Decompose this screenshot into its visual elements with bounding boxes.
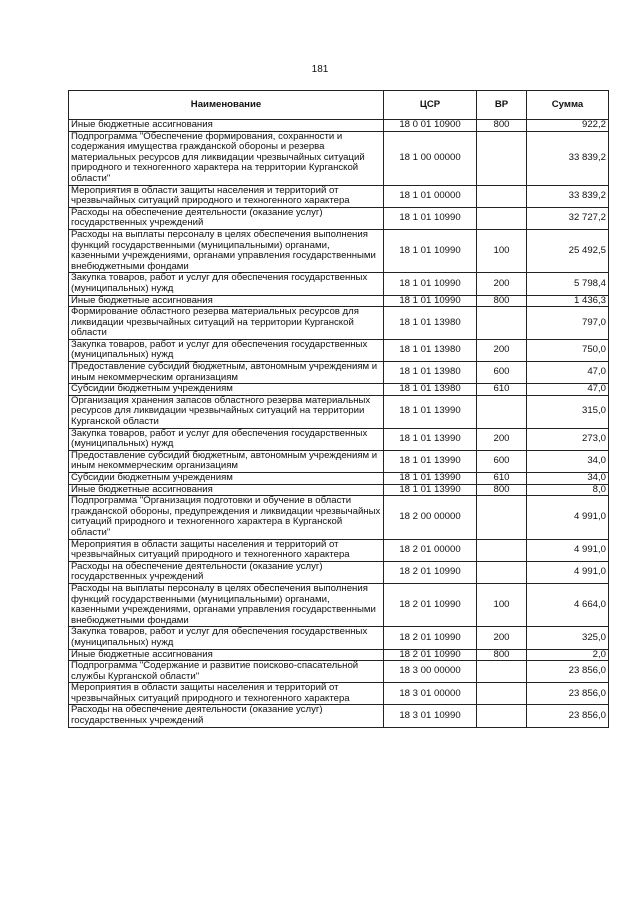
- cell-vr: 800: [477, 649, 527, 661]
- cell-csr: 18 1 01 10990: [384, 207, 477, 229]
- cell-csr: 18 1 01 13980: [384, 339, 477, 361]
- header-csr: ЦСР: [384, 91, 477, 120]
- cell-name: Иные бюджетные ассигнования: [69, 484, 384, 496]
- cell-csr: 18 1 01 13980: [384, 307, 477, 340]
- cell-name: Подпрограмма "Организация подготовки и обучение в области гражданской обороны, предупреждения и ликвидации чрезвычайных ситуаций природного и техногенного характера в Курганской области": [69, 496, 384, 539]
- cell-vr: 800: [477, 484, 527, 496]
- cell-name: Субсидии бюджетным учреждениям: [69, 384, 384, 396]
- cell-csr: 18 2 01 10990: [384, 649, 477, 661]
- cell-name: Расходы на обеспечение деятельности (оказание услуг) государственных учреждений: [69, 561, 384, 583]
- cell-sum: 4 991,0: [527, 539, 609, 561]
- cell-csr: 18 1 01 13990: [384, 450, 477, 472]
- cell-vr: 200: [477, 339, 527, 361]
- table-row: [69, 384, 609, 396]
- table-row: [69, 131, 609, 185]
- cell-name: Иные бюджетные ассигнования: [69, 120, 384, 132]
- table-row: [69, 649, 609, 661]
- cell-name: Расходы на обеспечение деятельности (оказание услуг) государственных учреждений: [69, 207, 384, 229]
- cell-csr: 18 3 01 00000: [384, 683, 477, 705]
- cell-csr: 18 2 01 00000: [384, 539, 477, 561]
- table-row: [69, 395, 609, 428]
- cell-csr: 18 1 01 13990: [384, 473, 477, 485]
- cell-csr: 18 1 01 10990: [384, 295, 477, 307]
- cell-csr: 18 0 01 10900: [384, 120, 477, 132]
- cell-csr: 18 3 01 10990: [384, 705, 477, 727]
- cell-sum: 273,0: [527, 428, 609, 450]
- cell-vr: 200: [477, 627, 527, 649]
- table-row: [69, 229, 609, 272]
- table-row: [69, 583, 609, 626]
- cell-name: Закупка товаров, работ и услуг для обеспечения государственных (муниципальных) нужд: [69, 273, 384, 295]
- cell-sum: 750,0: [527, 339, 609, 361]
- cell-csr: 18 2 01 10990: [384, 583, 477, 626]
- cell-sum: 4 991,0: [527, 496, 609, 539]
- cell-vr: [477, 661, 527, 683]
- cell-csr: 18 1 01 13980: [384, 362, 477, 384]
- header-vr: ВР: [477, 91, 527, 120]
- table-header-row: [69, 91, 609, 120]
- table-row: [69, 561, 609, 583]
- table-row: [69, 450, 609, 472]
- cell-vr: [477, 539, 527, 561]
- table-row: [69, 484, 609, 496]
- table-row: [69, 295, 609, 307]
- page-number: 181: [311, 64, 329, 75]
- budget-table: [68, 90, 609, 728]
- cell-sum: 2,0: [527, 649, 609, 661]
- cell-vr: [477, 185, 527, 207]
- cell-vr: [477, 131, 527, 185]
- cell-name: Расходы на выплаты персоналу в целях обеспечения выполнения функций государственными (муниципальными) органами, казенными учреждениями, органами управления государственными внебюджетными фондами: [69, 583, 384, 626]
- cell-sum: 922,2: [527, 120, 609, 132]
- cell-vr: [477, 207, 527, 229]
- cell-sum: 23 856,0: [527, 661, 609, 683]
- table-row: [69, 627, 609, 649]
- cell-name: Субсидии бюджетным учреждениям: [69, 473, 384, 485]
- cell-sum: 32 727,2: [527, 207, 609, 229]
- cell-sum: 1 436,3: [527, 295, 609, 307]
- cell-vr: [477, 705, 527, 727]
- cell-name: Подпрограмма "Содержание и развитие поисково-спасательной службы Курганской области": [69, 661, 384, 683]
- cell-csr: 18 3 00 00000: [384, 661, 477, 683]
- header-sum: Сумма: [527, 91, 609, 120]
- cell-csr: 18 1 01 13990: [384, 484, 477, 496]
- cell-name: Закупка товаров, работ и услуг для обеспечения государственных (муниципальных) нужд: [69, 428, 384, 450]
- cell-vr: 610: [477, 473, 527, 485]
- cell-vr: 200: [477, 428, 527, 450]
- cell-csr: 18 2 00 00000: [384, 496, 477, 539]
- table-body: [69, 120, 609, 728]
- cell-csr: 18 1 01 10990: [384, 273, 477, 295]
- cell-sum: 34,0: [527, 473, 609, 485]
- header-name: Наименование: [69, 91, 384, 120]
- cell-vr: 800: [477, 120, 527, 132]
- cell-name: Иные бюджетные ассигнования: [69, 649, 384, 661]
- cell-name: Иные бюджетные ассигнования: [69, 295, 384, 307]
- table-row: [69, 207, 609, 229]
- table-row: [69, 428, 609, 450]
- cell-name: Мероприятия в области защиты населения и территорий от чрезвычайных ситуаций природного и техногенного характера: [69, 539, 384, 561]
- cell-sum: 47,0: [527, 384, 609, 396]
- table-row: [69, 339, 609, 361]
- cell-sum: 23 856,0: [527, 683, 609, 705]
- table-row: [69, 705, 609, 727]
- cell-name: Подпрограмма "Обеспечение формирования, сохранности и содержания имущества гражданской обороны и резерва материальных ресурсов для ликвидации чрезвычайных ситуаций природного и техногенного характера на территории Курганской области": [69, 131, 384, 185]
- table-row: [69, 307, 609, 340]
- cell-vr: 600: [477, 450, 527, 472]
- cell-name: Расходы на обеспечение деятельности (оказание услуг) государственных учреждений: [69, 705, 384, 727]
- cell-vr: [477, 561, 527, 583]
- cell-vr: [477, 496, 527, 539]
- cell-csr: 18 2 01 10990: [384, 627, 477, 649]
- cell-csr: 18 1 01 13980: [384, 384, 477, 396]
- cell-csr: 18 1 01 13990: [384, 395, 477, 428]
- cell-sum: 8,0: [527, 484, 609, 496]
- cell-sum: 4 664,0: [527, 583, 609, 626]
- cell-sum: 34,0: [527, 450, 609, 472]
- cell-sum: 33 839,2: [527, 131, 609, 185]
- cell-sum: 23 856,0: [527, 705, 609, 727]
- cell-vr: 100: [477, 583, 527, 626]
- table-row: [69, 496, 609, 539]
- cell-vr: [477, 307, 527, 340]
- table-row: [69, 273, 609, 295]
- table-row: [69, 120, 609, 132]
- table-row: [69, 185, 609, 207]
- cell-vr: 200: [477, 273, 527, 295]
- cell-vr: [477, 683, 527, 705]
- cell-sum: 797,0: [527, 307, 609, 340]
- cell-vr: [477, 395, 527, 428]
- table-row: [69, 539, 609, 561]
- cell-name: Предоставление субсидий бюджетным, автономным учреждениям и иным некоммерческим организациям: [69, 362, 384, 384]
- cell-name: Расходы на выплаты персоналу в целях обеспечения выполнения функций государственными (муниципальными) органами, казенными учреждениями, органами управления государственными внебюджетными фондами: [69, 229, 384, 272]
- cell-name: Формирование областного резерва материальных ресурсов для ликвидации чрезвычайных ситуаций на территории Курганской области: [69, 307, 384, 340]
- cell-vr: 800: [477, 295, 527, 307]
- cell-vr: 600: [477, 362, 527, 384]
- cell-name: Мероприятия в области защиты населения и территорий от чрезвычайных ситуаций природного и техногенного характера: [69, 683, 384, 705]
- cell-sum: 47,0: [527, 362, 609, 384]
- cell-name: Закупка товаров, работ и услуг для обеспечения государственных (муниципальных) нужд: [69, 627, 384, 649]
- cell-vr: 100: [477, 229, 527, 272]
- cell-vr: 610: [477, 384, 527, 396]
- cell-sum: 4 991,0: [527, 561, 609, 583]
- cell-csr: 18 1 01 13990: [384, 428, 477, 450]
- cell-name: Мероприятия в области защиты населения и территорий от чрезвычайных ситуаций природного и техногенного характера: [69, 185, 384, 207]
- cell-name: Организация хранения запасов областного резерва материальных ресурсов для ликвидации чрезвычайных ситуаций на территории Курганской области: [69, 395, 384, 428]
- table-row: [69, 473, 609, 485]
- table-row: [69, 661, 609, 683]
- cell-sum: 315,0: [527, 395, 609, 428]
- cell-name: Закупка товаров, работ и услуг для обеспечения государственных (муниципальных) нужд: [69, 339, 384, 361]
- table-row: [69, 683, 609, 705]
- cell-csr: 18 1 01 00000: [384, 185, 477, 207]
- cell-csr: 18 1 00 00000: [384, 131, 477, 185]
- cell-sum: 5 798,4: [527, 273, 609, 295]
- table-row: [69, 362, 609, 384]
- cell-sum: 25 492,5: [527, 229, 609, 272]
- cell-sum: 325,0: [527, 627, 609, 649]
- cell-csr: 18 2 01 10990: [384, 561, 477, 583]
- cell-sum: 33 839,2: [527, 185, 609, 207]
- cell-name: Предоставление субсидий бюджетным, автономным учреждениям и иным некоммерческим организациям: [69, 450, 384, 472]
- cell-csr: 18 1 01 10990: [384, 229, 477, 272]
